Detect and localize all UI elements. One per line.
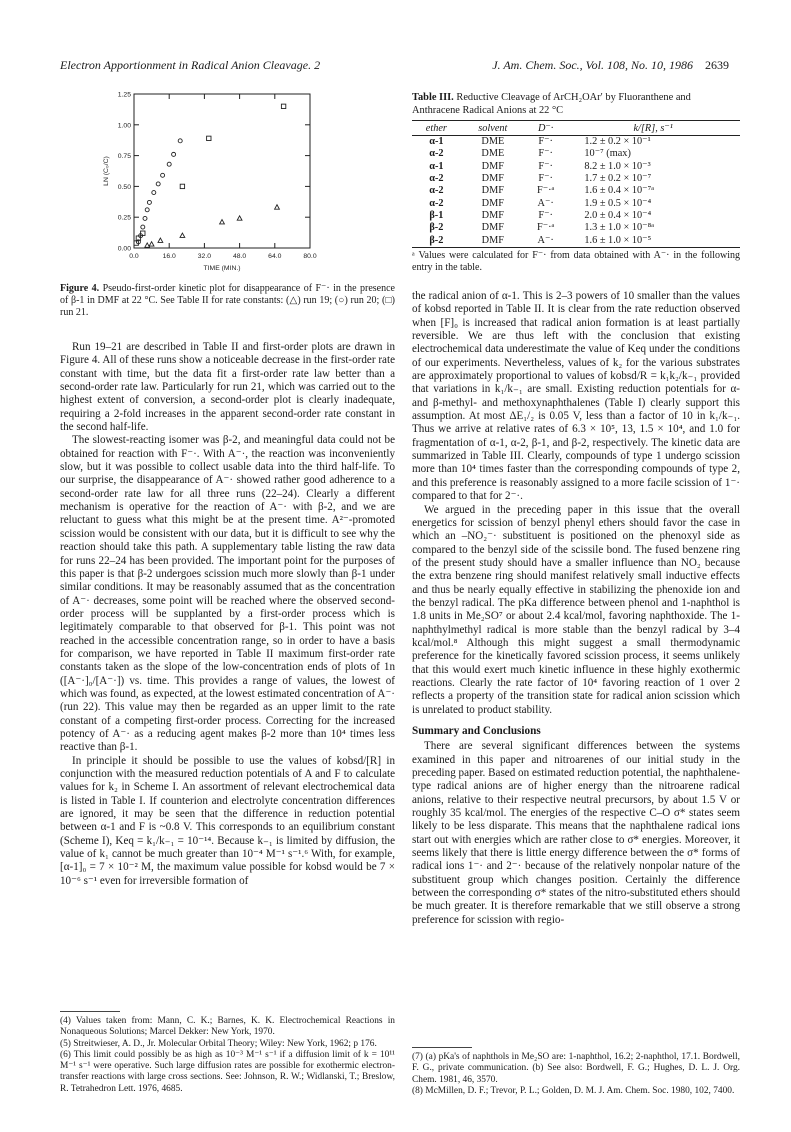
table-cell: 1.6 ± 1.0 × 10⁻⁵ [584, 234, 652, 246]
footnote: (8) McMillen, D. F.; Trevor, P. L.; Golden, D. M. J. Am. Chem. Soc. 1980, 102, 7400. [412, 1085, 735, 1096]
y-axis-label: LN (C₀/C) [103, 156, 110, 186]
figure-4-chart [78, 86, 378, 276]
table-cell: F⁻·ᵃ [536, 185, 555, 197]
table-cell: F⁻· [538, 136, 553, 148]
table-cell: 1.3 ± 1.0 × 10⁻⁸ᵃ [584, 222, 655, 234]
data-point-circle [167, 162, 171, 166]
table-cell: DMF [481, 234, 504, 246]
running-head-citation [492, 58, 729, 73]
table-caption: Reductive Cleavage of ArCH₂OAr′ by Fluoranthene and Anthracene Radical Anions at 22 °C [412, 92, 691, 116]
table-cell: 10⁻⁷ (max) [584, 148, 631, 160]
table-cell: α-1 [429, 136, 444, 148]
footnote: (7) (a) pKa's of naphthols in Me₂SO are: 1-naphthol, 16.2; 2-naphthol, 17.1. Bordwell, F. G., private communication. (b) See also: Bordwell, F. G.; Hughes, D. L. J. Org. Chem. 1981, 46, 3570. [412, 1052, 740, 1085]
table-cell: DMF [481, 185, 504, 197]
data-point-circle [143, 216, 147, 220]
table-row [412, 210, 740, 222]
table-row [412, 148, 740, 160]
table-cell: F⁻·ᵃ [536, 222, 555, 234]
table-cell: α-2 [429, 185, 444, 197]
figure-caption [60, 283, 395, 320]
data-point-triangle [145, 243, 150, 247]
column-header: solvent [461, 121, 525, 136]
table-row [412, 185, 740, 197]
table-cell: DME [481, 148, 505, 160]
table-cell: DMF [481, 173, 504, 185]
footnote: (5) Streitwieser, A. D., Jr. Molecular Orbital Theory; Wiley: New York, 1962; p 176. [60, 1038, 377, 1049]
column-header: D⁻· [525, 121, 566, 136]
table-cell: DMF [481, 222, 504, 234]
data-point-circle [145, 208, 149, 212]
table-cell: α-2 [429, 197, 444, 209]
left-footnotes [60, 1011, 395, 1095]
table-row [412, 161, 740, 173]
table-cell: β-1 [429, 209, 444, 221]
y-tick-label: 1.00 [117, 122, 131, 130]
x-axis-label: TIME (MIN.) [203, 265, 241, 272]
right-column-body [412, 290, 740, 927]
table-cell: F⁻· [538, 148, 553, 160]
figure-caption-text: Pseudo-first-order kinetic plot for disappearance of F⁻· in the presence of β-1 in DMF at 22 °C. See Table II for rate constants: (△) run 19; (○) run 20; (□) run 21. [60, 283, 395, 319]
table-cell: DMF [481, 160, 504, 172]
y-tick-label: 0.00 [117, 245, 131, 253]
table-row [412, 235, 740, 247]
x-tick-label: 48.0 [232, 253, 247, 260]
right-footnotes [412, 1047, 740, 1097]
data-point-circle [161, 173, 165, 177]
table-cell: 1.6 ± 0.4 × 10⁻⁷ᵃ [584, 185, 655, 197]
left-paragraph: The slowest-reacting isomer was β-2, and meaningful data could not be obtained for reaction with F⁻·. With A⁻·, the reaction was inconveniently slow, but it was possible to collect usable data into the third half-life. To our surprise, the disappearance of A⁻· showed rather good adherence to a second-order rate law for all three runs (22–24). Clearly a different mechanism is operative for the reaction of A⁻· with β-2, and we are reluctant to guess what this might be at the present time. A²⁻-promoted scission would be consistent with our data, but it is difficult to see why the reaction should take this path. A supplementary table listing the raw data for runs 22–24 has been provided. The important point for the purposes of this paper is that β-2 undergoes scission much more slowly than β-1 under similar conditions. It may be reasonably assumed that as the concentration of A⁻· decreases, some point will be reached where the observed second-order process will be supplanted by a first-order process which is legitimately comparable to that observed for β-1. This point was not reached in the accessible concentration range, so in order to have a basis for comparison, we have reported in Table II maximum first-order rate constants taken as the slope of the low-concentration ends of plots of 1n ([A⁻·]₀/[A⁻·]) vs. time. This provides a range of values, the lowest of which was found, as expected, at the lowest estimated concentration of A⁻· (run 22). This value may then be regarded as an upper limit to the rate constant of a competing first-order process. Correcting for the increased potency of A⁻· as a reducing agent makes β-2 more than 10⁴ times less reactive than β-1. [60, 434, 395, 754]
table-cell: α-1 [429, 160, 444, 172]
data-point-circle [152, 191, 156, 195]
table-cell: α-2 [429, 173, 444, 185]
table-title [412, 92, 740, 117]
table-cell: α-2 [429, 148, 444, 160]
journal-volume: Vol. 108, No. 10, 1986 [585, 58, 693, 72]
section-heading: Summary and Conclusions [412, 725, 541, 737]
table-body [412, 136, 740, 247]
table-cell: 1.9 ± 0.5 × 10⁻⁴ [584, 197, 652, 209]
journal-name: J. Am. Chem. Soc., [492, 58, 583, 72]
y-tick-label: 0.25 [117, 214, 131, 222]
right-paragraph: the radical anion of α-1. This is 2–3 powers of 10 smaller than the values of kobsd reported in Table II. It is clear from the rate reduction observed when [F]₀ is increased that radical anion formation is at least partially reversible. We are thus left with the conclusion that existing electrochemical data underestimate the value of Keq under the conditions of our experiments. Nevertheless, values of k₂ for the various substrates are approximately proportional to values of kobsd/R = k₁k₂/k₋₁ provided that variations in k₁/k₋₁ are small. Existing reduction potentials for α- and β-methyl- and methoxynaphthalenes (Table I) clearly support this assumption. At most ΔE₁/₂ is 0.05 V, less than a factor of 10 in k₁/k₋₁. Thus we arrive at relative rates of 6.3 × 10⁵, 13, 1.5 × 10⁴, and 1.0 for fragmentation of α-1, α-2, β-1, and β-2, respectively. The kinetic data are summarized in Table III. Clearly, compounds of type 1 undergo scission more than 10⁴ times faster than the corresponding compounds of type 2, and this preference is reasonably assigned to a more facile scission of 1⁻· compared to that for 2⁻·. [412, 290, 740, 503]
table-cell: A⁻· [537, 197, 554, 209]
right-paragraph: There are several significant differences between the systems examined in this paper and nitroarenes of our initial study in the preceding paper. Based on estimated reduction potential, the naphthalene-type radical anions are of higher energy than the nitroarene radical anions, relative to their respective neutral precursors, by about 1.5 V or roughly 35 kcal/mol. The energies of the respective C–O σ* states seem likely to be less disparate. This means that the naphthalene radical ions start out with energies which are rather close to σ* energies. Moreover, it seems likely that there is little energy difference between the σ* forms of radical ions 1⁻· and 2⁻· because of the relatively nonpolar nature of the substituent group which changes position. Certainly the difference between the corresponding σ* states of the nitro-substituted ethers should be much greater. It is therefore remarkable that we still observe a strong preference for scission with regio- [412, 740, 740, 926]
x-tick-label: 64.0 [268, 253, 282, 260]
table-cell: DME [481, 136, 505, 148]
data-point-circle [141, 225, 145, 229]
y-tick-label: 0.50 [117, 183, 131, 191]
data-point-triangle [158, 238, 163, 242]
footnote-rule [60, 1011, 120, 1012]
data-point-square [180, 184, 184, 188]
table-cell: A⁻· [537, 234, 554, 246]
table-cell: DMF [481, 209, 504, 221]
left-paragraph: Run 19–21 are described in Table II and first-order plots are drawn in Figure 4. All of these runs show a noticeable decrease in the first-order rate constant with time, but the data fit a first-order rate law better than a second-order rate law. Particularly for run 21, which was carried out to the highest extent of conversion, a second-order plot is clearly inadequate, requiring a 2-fold increases in the apparent second-order rate constant in the second half-life. [60, 341, 395, 434]
data-point-square [281, 104, 285, 108]
table-cell: β-2 [429, 234, 444, 246]
footnote: (6) This limit could possibly be as high as 10⁻³ M⁻¹ s⁻¹ if a diffusion limit of k = 10¹¹ M⁻¹ s⁻¹ were operative. Such large diffusion rates are possible for exothermic electron-transfer reactions with large cross sections. See: Johnson, R. W.; Widlanski, T.; Breslow, R. Tetrahedron Lett. 1976, 4685. [60, 1049, 395, 1094]
left-paragraph: In principle it should be possible to use the values of kobsd/[R] in conjunction with the measured reduction potentials of A and F to calculate values for k₂ in Scheme I. An assortment of relevant electrochemical data is listed in Table I. If counterion and electrolyte concentration differences are ignored, it may be seen that the difference in reduction potential between α-1 and F is ~0.8 V. This corresponds to an equilibrium constant (Scheme I), Keq = k₁/k₋₁ = 10⁻¹⁴. Because k₋₁ is limited by diffusion, the value of k₁ cannot be much greater than 10⁻⁴ M⁻¹ s⁻¹.⁶ With, for example, [α-1]₀ = 7 × 10⁻² M, the maximum value possible for kobsd would be 7 × 10⁻⁶ s⁻¹ even for irreversible formation of [60, 754, 395, 887]
y-tick-label: 0.75 [117, 153, 131, 161]
table-label: Table III. [412, 92, 454, 103]
table-bottom-rule [412, 247, 740, 248]
data-point-triangle [149, 242, 154, 246]
table-note: ᵃ Values were calculated for F⁻· from data obtained with A⁻· in the following entry in the table. [412, 249, 740, 273]
table-cell: 1.2 ± 0.2 × 10⁻¹ [584, 136, 651, 148]
data-point-triangle [237, 216, 242, 220]
data-point-square [207, 136, 211, 140]
table-header-row [412, 121, 740, 136]
left-column-body [60, 341, 395, 888]
table-cell: 2.0 ± 0.4 × 10⁻⁴ [584, 209, 652, 221]
table-3 [412, 92, 740, 274]
data-point-triangle [275, 205, 280, 209]
table-cell: DMF [481, 197, 504, 209]
data-point-circle [172, 152, 176, 156]
table-cell: 8.2 ± 1.0 × 10⁻³ [584, 160, 651, 172]
table-cell: β-2 [429, 222, 444, 234]
x-tick-label: 80.0 [303, 253, 317, 260]
chart-root [103, 92, 317, 273]
table-cell: F⁻· [538, 209, 553, 221]
footnote-rule [412, 1047, 472, 1048]
data-point-circle [156, 182, 160, 186]
data-point-circle [147, 200, 151, 204]
y-tick-label: 1.25 [117, 91, 131, 99]
column-header: k/[R], s⁻¹ [566, 121, 740, 136]
table-row [412, 198, 740, 210]
table-row [412, 222, 740, 234]
figure-caption-label: Figure 4. [60, 283, 100, 294]
running-head-title: Electron Apportionment in Radical Anion Cleavage. 2 [60, 58, 321, 72]
right-paragraph: We argued in the preceding paper in this issue that the overall energetics for scission of benzyl phenyl ethers should favor the case in which an –NO₂⁻· substituent is positioned on the phenoxyl side as compared to the benzyl side of the scissile bond. The fused benzene ring of the present study should have a smaller influence than NO₂ because the extra benzene ring should manifest relatively small inductive effects and thus be nearly equally effective in stabilizing the phenoxide ion and the benzyl radical. The pKa difference between phenol and 1-naphthol is 1.8 units in Me₂SO⁷ or about 2.4 kcal/mol, favoring naphthoxide. The 1-naphthylmethyl radical is more stable than the benzyl radical by 3–4 kcal/mol.⁸ Although this might suggest a small thermodynamic preference for the kinetically favored scission process, it seems unlikely that this would exert much kinetic influence in these highly exothermic reactions. Clearly the rate factor of 10⁴ favoring reaction of 1 over 2 reflects a property of the transition state for radical anion scission which is unrelated to product stability. [412, 503, 740, 716]
data-point-triangle [180, 233, 185, 237]
data-point-triangle [220, 220, 225, 224]
page-number: 2639 [705, 58, 729, 72]
x-tick-label: 32.0 [197, 253, 212, 260]
x-tick-label: 16.0 [162, 253, 176, 260]
data-point-circle [178, 139, 182, 143]
table-row [412, 136, 740, 149]
table-cell: 1.7 ± 0.2 × 10⁻⁷ [584, 173, 652, 185]
table-cell: F⁻· [538, 160, 553, 172]
footnote: (4) Values taken from: Mann, C. K.; Barnes, K. K. Electrochemical Reactions in Nonaqueous Solutions; Marcel Dekker: New York, 1970. [60, 1016, 395, 1038]
table-cell: F⁻· [538, 173, 553, 185]
plot-frame [134, 94, 310, 248]
table-row [412, 173, 740, 185]
x-tick-label: 0.0 [129, 253, 139, 260]
table-grid [412, 121, 740, 247]
column-header: ether [412, 121, 461, 136]
